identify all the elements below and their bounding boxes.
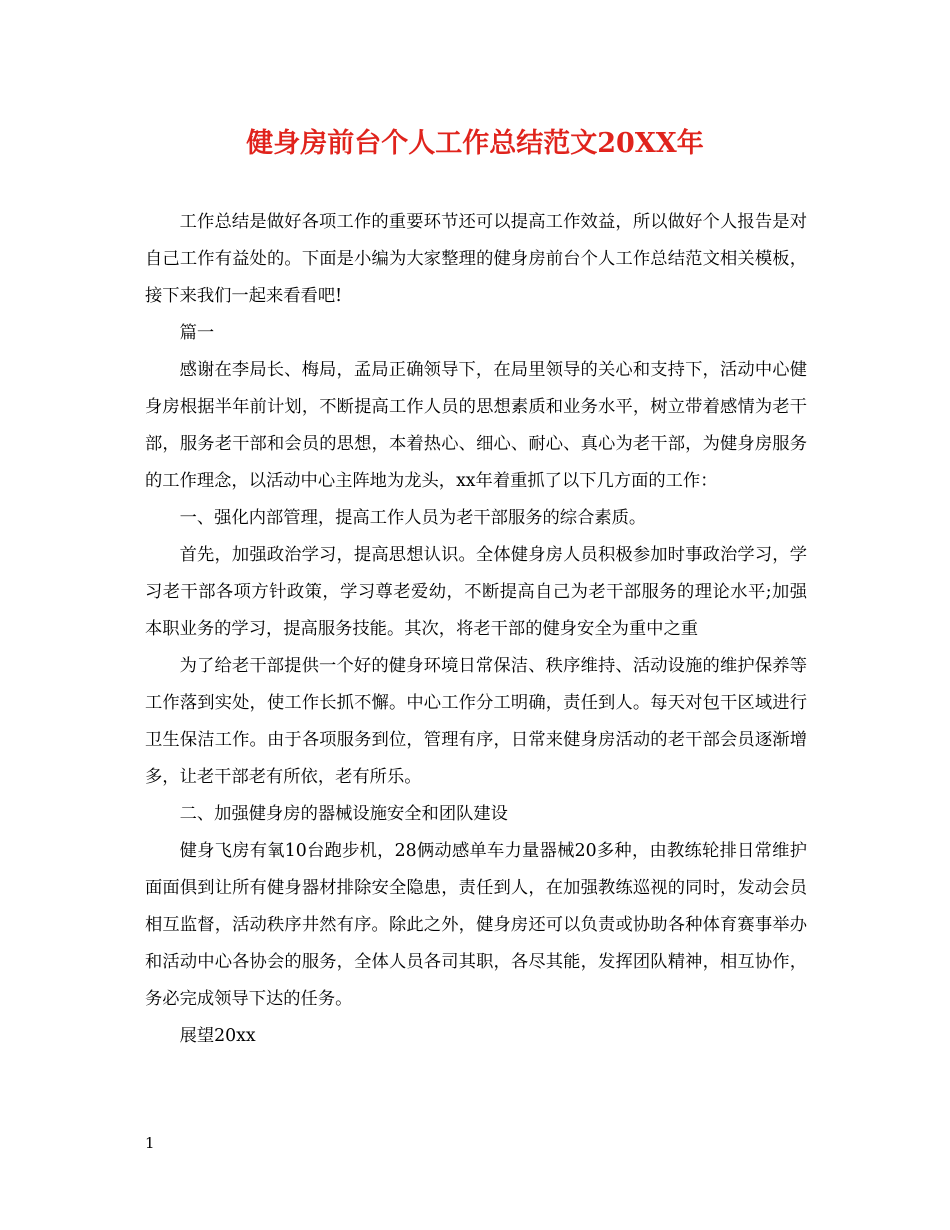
paragraph-heading-two: 二、加强健身房的器械设施安全和团队建设 bbox=[179, 804, 508, 824]
paragraph-equipment: 健身飞房有氧10台跑步机，28俩动感单车力量器械20多种，由教练轮排日常维护面面俱到让所有健身器材排除安全隐患，责任到人，在加强教练巡视的同时，发动会员相互监督，活动秩序井然有序。除此之外，健身房还可以负责或协助各种体育赛事举办和活动中心各协会的服务，全体人员各司其职，各尽其能，发挥团队精神，相互协作，务必完成领导下达的任务。 bbox=[145, 841, 807, 1009]
paragraph-heading-one: 一、强化内部管理，提高工作人员为老干部服务的综合素质。 bbox=[179, 508, 647, 528]
paragraph-thanks: 感谢在李局长、梅局，孟局正确领导下，在局里领导的关心和支持下，活动中心健身房根据半年前计划，不断提高工作人员的思想素质和业务水平，树立带着感情为老干部，服务老干部和会员的思想，本着热心、细心、耐心、真心为老干部，为健身房服务的工作理念，以活动中心主阵地为龙头，xx年着重抓了以下几方面的工作： bbox=[145, 360, 807, 491]
paragraph-intro: 工作总结是做好各项工作的重要环节还可以提高工作效益，所以做好个人报告是对自己工作有益处的。下面是小编为大家整理的健身房前台个人工作总结范文相关模板，接下来我们一起来看看吧! bbox=[145, 212, 807, 306]
document-title: 健身房前台个人工作总结范文20XX年 bbox=[246, 128, 704, 159]
paragraph-environment: 为了给老干部提供一个好的健身环境日常保洁、秩序维持、活动设施的维护保养等工作落到实处，使工作长抓不懈。中心工作分工明确，责任到人。每天对包干区域进行卫生保洁工作。由于各项服务到位，管理有序，日常来健身房活动的老干部会员逐渐增多，让老干部老有所依，老有所乐。 bbox=[145, 656, 807, 787]
paragraph-outlook: 展望20xx bbox=[179, 1026, 256, 1046]
page-number: 1 bbox=[145, 1134, 155, 1152]
paragraph-political-study: 首先，加强政治学习，提高思想认识。全体健身房人员积极参加时事政治学习，学习老干部各项方针政策，学习尊老爱幼，不断提高自己为老干部服务的理论水平;加强本职业务的学习，提高服务技能。其次，将老干部的健身安全为重中之重 bbox=[145, 545, 807, 639]
document-body bbox=[145, 204, 807, 1055]
paragraph-section-label: 篇一 bbox=[179, 323, 215, 343]
